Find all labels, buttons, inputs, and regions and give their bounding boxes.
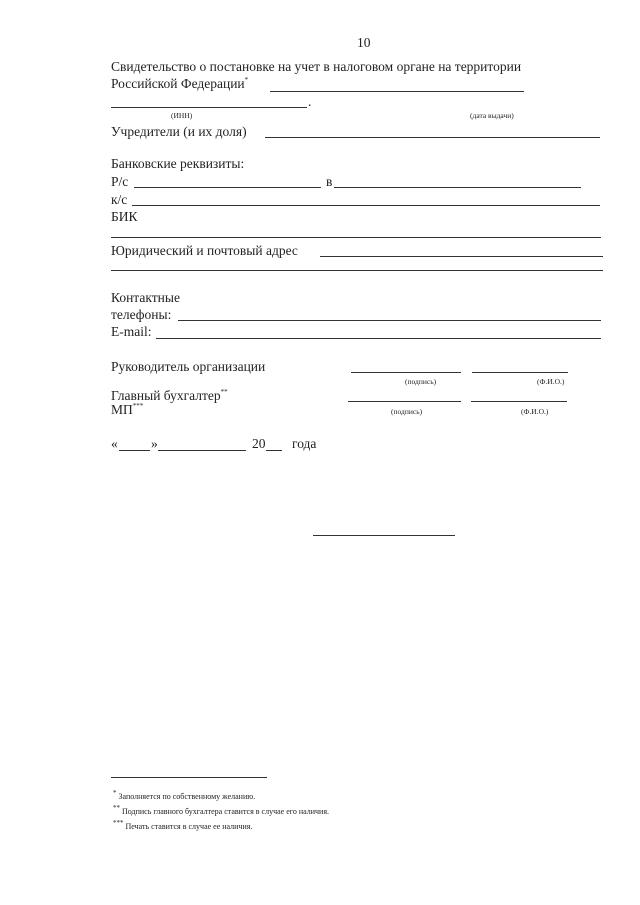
date-year-line[interactable] <box>266 450 282 451</box>
footnote-2-mark: ** <box>113 804 120 812</box>
phones-label: телефоны: <box>111 307 172 322</box>
footnote-mark: *** <box>132 402 144 410</box>
head-signature-caption: (подпись) <box>405 377 437 386</box>
inn-field-line[interactable] <box>111 107 307 108</box>
footnote-3-mark: *** <box>113 819 124 827</box>
bank-heading: Банковские реквизиты: <box>111 156 245 171</box>
bik-field-line[interactable] <box>111 237 601 238</box>
date-year-prefix: 20 <box>252 436 266 451</box>
issue-date-caption: (дата выдачи) <box>470 111 514 120</box>
footnote-3 <box>113 818 252 832</box>
accountant-signature-line[interactable] <box>348 401 461 402</box>
footnote-separator <box>111 777 267 778</box>
date-day-line[interactable] <box>119 450 150 451</box>
accountant-fio-line[interactable] <box>471 401 567 402</box>
address-label: Юридический и почтовый адрес <box>111 243 298 258</box>
accountant-signature-caption: (подпись) <box>391 407 423 416</box>
phones-field-line[interactable] <box>178 320 601 321</box>
date-month-line[interactable] <box>158 450 246 451</box>
certificate-line-2 <box>111 76 248 92</box>
footnote-1-text: Заполняется по собственному желанию. <box>118 792 256 801</box>
stamp-label-text: МП <box>111 402 133 417</box>
certificate-line-2-text: Российской Федерации <box>111 76 245 91</box>
inn-caption: (ИНН) <box>171 111 193 120</box>
footnote-1-mark: * <box>113 789 117 797</box>
accountant-fio-caption: (Ф.И.О.) <box>521 407 549 416</box>
footnote-1 <box>113 788 255 802</box>
head-fio-caption: (Ф.И.О.) <box>537 377 565 386</box>
footnote-3-text: Печать ставится в случае ее наличия. <box>125 822 253 831</box>
bank-in-label: в <box>326 174 333 189</box>
founders-field-line[interactable] <box>265 137 600 138</box>
address-field-line-1[interactable] <box>320 256 603 257</box>
head-signature-line[interactable] <box>351 372 461 373</box>
footnote-2 <box>113 803 329 817</box>
founders-label: Учредители (и их доля) <box>111 124 247 139</box>
footnote-mark: * <box>244 76 249 84</box>
rs-label: Р/с <box>111 174 129 189</box>
head-fio-line[interactable] <box>472 372 568 373</box>
footnote-mark: ** <box>220 388 228 396</box>
contacts-label: Контактные <box>111 290 180 305</box>
date-close-quote: » <box>151 436 158 451</box>
email-field-line[interactable] <box>156 338 601 339</box>
page-number: 10 <box>357 35 371 50</box>
date-open-quote: « <box>111 436 118 451</box>
certificate-field-line[interactable] <box>270 91 524 92</box>
bank-name-field-line[interactable] <box>334 187 581 188</box>
certificate-period: . <box>308 94 312 109</box>
ks-field-line[interactable] <box>132 205 600 206</box>
certificate-line-1: Свидетельство о постановке на учет в налоговом органе на территории <box>111 59 522 74</box>
footnote-2-text: Подпись главного бухгалтера ставится в случае его наличия. <box>122 807 330 816</box>
bottom-signature-line[interactable] <box>313 535 455 536</box>
stamp-label <box>111 402 143 418</box>
ks-label: к/с <box>111 192 128 207</box>
bik-label: БИК <box>111 209 138 224</box>
accountant-label-text: Главный бухгалтер <box>111 388 221 403</box>
address-field-line-2[interactable] <box>111 270 603 271</box>
date-year-suffix: года <box>292 436 317 451</box>
rs-field-line[interactable] <box>134 187 321 188</box>
email-label: E-mail: <box>111 324 152 339</box>
head-label: Руководитель организации <box>111 359 266 374</box>
